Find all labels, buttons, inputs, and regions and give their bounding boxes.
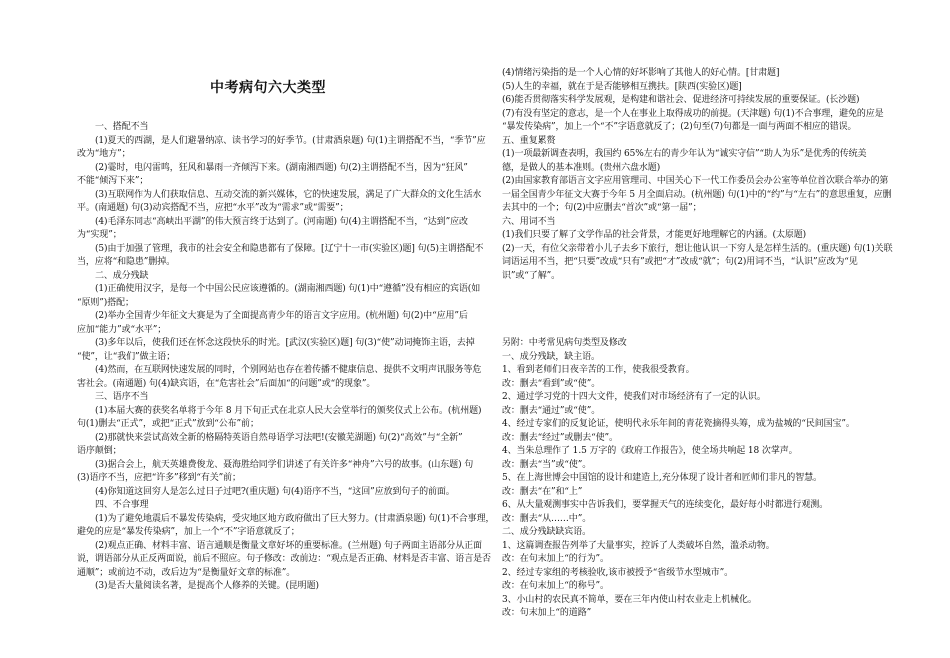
text-line: (4)情绪污染指的是一个人心情的好坏影响了其他人的好心情。[甘肃题] xyxy=(502,68,780,78)
text-line: 六、用词不当 xyxy=(502,216,556,227)
text-line: 四、不合事理 xyxy=(95,500,149,510)
text-line: (1)一项最新调查表明，我国约 65%左右的青少年认为“诚实守信”“助人为乐”是优秀的传统美 xyxy=(502,149,867,159)
text-line: 识”或“了解”。 xyxy=(502,270,561,281)
text-line: 改：删去“看到”或“使”。 xyxy=(502,378,601,389)
text-line: 改：删去“从……中”。 xyxy=(502,513,592,524)
text-line: (5)由于加强了管理，我市的社会安全和隐患都有了保障。[辽宁十一市(实验区)题] 句(5)主谓搭配不 xyxy=(95,243,484,254)
text-line: 2、通过学习党的十四大文件，使我们对市场经济有了一定的认识。 xyxy=(502,392,766,402)
text-line: (7)有没有坚定的意志，是一个人在事业上取得成功的前提。(天津题) 句(1)不合事理，避免的应是 xyxy=(502,108,884,119)
text-line: (1)本届大赛的获奖名单将于今年 8 月下旬正式在北京人民大会堂举行的颁奖仪式上公布。(杭州题) xyxy=(95,405,482,416)
text-line: (4)毛泽东同志“高峡出平湖”的伟大预言终于达到了。(河南题) 句(4)主谓搭配不当，“达到”应改 xyxy=(95,216,468,227)
text-line: “暴发传染病”，加上一个“不”字语意就反了；(2)句至(7)句都是一面与两面不相应的错误。 xyxy=(502,122,857,132)
text-line: 德，是做人的基本准则。(贵州六盘水题) xyxy=(502,162,661,173)
text-line: (3)多年以后，使我们还在怀念这段快乐的时光。[武汉(实验区)题] 句(3)“使”动词掩饰主语，去掉 xyxy=(95,338,475,348)
text-line: 改：在句末加上“的行为”。 xyxy=(502,554,609,564)
text-line: 4、当朱总理作了 1.5 万字的《政府工作报告》，使全场共响起 18 次掌声。 xyxy=(502,446,798,456)
text-line xyxy=(502,283,874,297)
text-line: 为“实现”； xyxy=(77,230,122,240)
text-line: 说，谓语部分从正反两面说，前后不照应。句子修改：改前边：“观点是否正确、材料是否丰富、语言是否 xyxy=(77,554,491,564)
text-line: (3)是否大量阅读名著，是提高个人修养的关键。(昆明题) xyxy=(95,581,319,591)
text-line: (1)正确使用汉字，是每一个中国公民应该遵循的。(湖南湘西题) 句(1)中“遵循”没有相应的宾语(如 xyxy=(95,284,481,294)
text-line: 应加“能力”或“水平”； xyxy=(77,324,167,335)
text-line: 4、经过专家们的反复论证，使明代永乐年间的青花瓷摘得头筹，成为盐城的“民间国宝”。 xyxy=(502,419,855,429)
text-line: 不能“倾泻下来”； xyxy=(77,176,149,186)
text-line: “原则”)搭配； xyxy=(77,297,134,308)
text-line: 一、搭配不当 xyxy=(95,122,149,132)
text-line: (1)为了避免地震后不暴发传染病，受灾地区地方政府做出了巨大努力。(甘肃酒泉题) 句(1)不合事理， xyxy=(95,513,495,524)
text-line xyxy=(502,324,874,338)
text-line: (4)你知道这回穷人是怎么过日子过吧?(重庆题) 句(4)语序不当，“这回”应放到句子的前面。 xyxy=(95,486,455,497)
text-line: 二、成分残缺缺宾语。 xyxy=(502,527,592,537)
text-line: (6)能否贯彻落实科学发展观，是构建和谐社会、促进经济可持续发展的重要保证。(长沙题) xyxy=(502,95,860,105)
text-line: 2、经过专家组的考核验收,该市被授予“省级节水型城市”。 xyxy=(502,567,733,578)
text-line: 改为“地方”； xyxy=(77,149,131,159)
text-line: 3、小山村的农民真不简单，要在三年内使山村农业走上机械化。 xyxy=(502,594,757,605)
text-line: 1、看到老师们日夜辛苦的工作，使我很受教育。 xyxy=(502,365,695,375)
text-line: (2)霎时，电闪雷鸣，狂风和暴雨一齐倾泻下来。(湖南湘西题) 句(2)主谓搭配不当，因为“狂风” xyxy=(95,162,468,173)
text-line: (4)然而，在互联网快速发展的同时，个别网站也存在着传播不健康信息、提供不文明声讯服务等危 xyxy=(95,365,482,375)
document-title: 中考病句六大类型 xyxy=(210,80,326,96)
text-line: (1)我们只要了解了文学作品的社会背景，才能更好地理解它的内涵。(太原题) xyxy=(502,230,807,240)
text-line: (2)举办全国青少年征文大赛是为了全面提高青少年的语言文字应用。(杭州题) 句(2)中“应用”后 xyxy=(95,311,468,321)
text-line: 平。(南通题) 句(3)动宾搭配不当，应把“水平”改为“需求”或“需要”； xyxy=(77,203,349,213)
text-line: (5)人生的幸福，就在于是否能够相互携扶。[陕西(实验区)题] xyxy=(502,81,742,92)
text-line: 改：删去“当”或“使”。 xyxy=(502,459,592,470)
text-line: 1、这篇调查报告列举了大量事实，控诉了人类破坏自然，滥杀动物。 xyxy=(502,540,775,551)
text-line: (1)夏天的西湖，是人们避暑纳凉、读书学习的好季节。(甘肃酒泉题) 句(1)主谓搭配不当，“季节”应 xyxy=(95,135,486,146)
text-line: 一、成分残缺，缺主语。 xyxy=(502,351,600,362)
text-line: 改：删去“通过”或“使”。 xyxy=(502,405,601,416)
right-column xyxy=(502,67,893,621)
text-line: 词语运用不当，把“只要”改成“只有”或把“才”改成“就”；句(2)用词不当，“认识”应改为“见 xyxy=(502,257,858,267)
text-line: (2)那就快来尝试高效全新的格隔特英语自然母语学习法吧!(安徽芜湖题) 句(2)“高效”与“全新” xyxy=(95,432,463,443)
text-line: 去其中的一个；句(2)中应删去“首次”或“第一届”； xyxy=(502,203,702,213)
left-column xyxy=(77,121,495,594)
text-line: 句(1)删去“正式”，或把“正式”放到“公布”前； xyxy=(77,419,259,429)
text-line: (3)语序不当，应把“许多”移到“有关”前； xyxy=(77,473,241,483)
text-line: 5、在上海世博会中国馆的设计和建造上,充分体现了设计者和匠师们非凡的智慧。 xyxy=(502,473,822,483)
text-line: 避免的应是“暴发传染病”，加上一个“不”字语意就反了； xyxy=(77,527,300,537)
text-line: 改：在句末加上“的称号”。 xyxy=(502,581,609,591)
text-line: 改：删去“经过”或删去“使”。 xyxy=(502,432,618,443)
text-line: 通顺”；或前边不动，改后边为“是衡量好文章的标准”。 xyxy=(77,567,296,578)
text-line: 三、语序不当 xyxy=(95,392,149,402)
text-line xyxy=(502,310,874,324)
text-line: (2)观点正确、材料丰富、语言通顺是衡量文章好坏的重要标准。(兰州题) 句子两面主语部分从正面 xyxy=(95,540,482,551)
text-line: 语序颠倒； xyxy=(77,446,122,456)
text-line: “使”，让“我们”做主语； xyxy=(77,351,176,362)
text-line: 二、成分残缺 xyxy=(95,270,149,281)
text-line xyxy=(502,297,874,311)
text-line: (2)一天，有位父亲带着小儿子去乡下旅行，想让他认识一下穷人是怎样生活的。(重庆题) 句(1)关联 xyxy=(502,243,893,254)
text-line: (3)据合会上，航天英雄费俊龙、聂海胜给同学们讲述了有关许多“神舟”六号的故事。(山东题) 句 xyxy=(95,459,474,470)
text-line: 害社会。(南通题) 句(4)缺宾语，在“危害社会”后面加“的问题”或“的现象”。 xyxy=(77,378,376,389)
text-line: 另附：中考常见病句类型及修改 xyxy=(502,338,627,348)
text-line: 五、重复累赘 xyxy=(502,135,556,146)
text-line: 6、从大量观测事实中告诉我们，要掌握天气的连续变化，最好每小时都进行观测。 xyxy=(502,500,829,510)
text-line: (3)互联网作为人们获取信息、互动交流的新兴媒体，它的快速发展，满足了广大群众的文化生活水 xyxy=(95,189,482,200)
text-line: 一届全国青少年征文大赛于今年 5 月全面启动。(杭州题) 句(1)中的“约”与“左右”的意思重复，应删 xyxy=(502,189,892,200)
text-line: 改：句末加上“的道路” xyxy=(502,608,592,618)
text-line: 当，应将“和隐患”删掉。 xyxy=(77,257,176,267)
text-line: 改：删去“在”和“上” xyxy=(502,486,583,497)
text-line: (2)由国家教育部语言文字应用管理司、中国关心下一代工作委员会办公室等单位首次联合举办的第 xyxy=(502,176,889,186)
